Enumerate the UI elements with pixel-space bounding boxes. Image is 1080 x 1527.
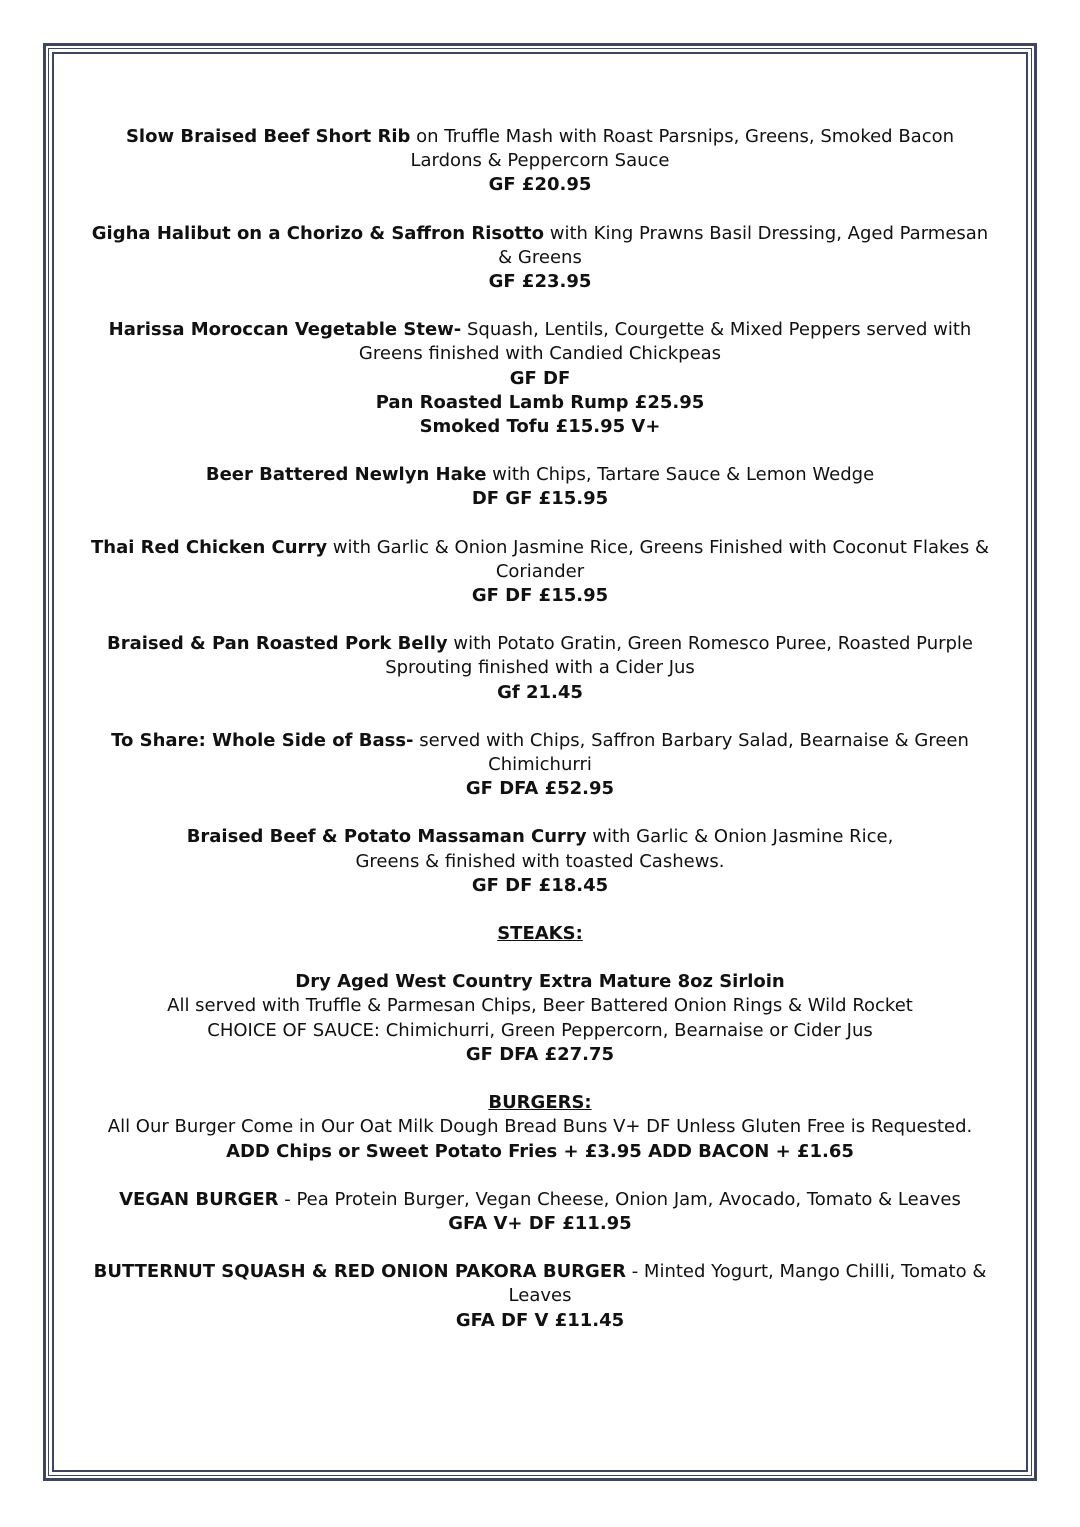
dish-description: on Truffle Mash with Roast Parsnips, Greens, Smoked Bacon Lardons & Peppercorn Sauce — [410, 126, 955, 172]
dish-price: GF DFA £52.95 — [465, 778, 615, 800]
menu-item — [90, 1188, 990, 1236]
dish-description: - Pea Protein Burger, Vegan Cheese, Onion Jam, Avocado, Tomato & Leaves — [278, 1188, 961, 1210]
dish-name: Slow Braised Beef Short Rib — [125, 126, 411, 147]
dish-description: with Potato Gratin, Green Romesco Puree, Roasted Purple Sprouting finished with a Cider Jus — [385, 633, 973, 679]
burger-intro — [90, 1115, 990, 1163]
dish-price: GF £20.95 — [488, 174, 592, 196]
menu-content — [90, 125, 990, 1333]
dish-name: To Share: Whole Side of Bass- — [111, 729, 414, 751]
dish-description: Greens & finished with toasted Cashews. — [355, 850, 725, 872]
dish-price: GF DF £18.45 — [471, 874, 609, 896]
menu-item — [90, 536, 990, 609]
section-heading-burgers: BURGERS: — [488, 1092, 592, 1114]
dish-description: with King Prawns Basil Dressing, Aged Parmesan & Greens — [498, 222, 989, 268]
dish-name: Harissa Moroccan Vegetable Stew- — [108, 319, 462, 341]
dish-option: Pan Roasted Lamb Rump £25.95 — [375, 391, 705, 413]
menu-item-text — [90, 536, 990, 584]
dish-description: Squash, Lentils, Courgette & Mixed Peppers served with Greens finished with Candied Chickpeas — [358, 319, 972, 365]
menu-item-text — [90, 222, 990, 270]
dish-description: with Garlic & Onion Jasmine Rice, — [586, 826, 894, 848]
menu-item — [90, 632, 990, 705]
menu-item — [90, 825, 990, 898]
dish-name: VEGAN BURGER — [119, 1188, 279, 1210]
menu-item — [90, 125, 990, 198]
dish-price: GFA DF V £11.45 — [455, 1309, 625, 1331]
dish-price: GF £23.95 — [488, 271, 592, 293]
menu-item — [90, 1260, 990, 1333]
menu-item-text — [90, 825, 990, 849]
dish-price: GF DF — [509, 367, 571, 389]
steak-item — [90, 970, 990, 1067]
menu-item — [90, 729, 990, 802]
dish-description: with Garlic & Onion Jasmine Rice, Greens Finished with Coconut Flakes & Coriander — [327, 536, 989, 582]
steak-description: All served with Truffle & Parmesan Chips, Beer Battered Onion Rings & Wild Rocket — [167, 995, 913, 1017]
dish-description: - Minted Yogurt, Mango Chilli, Tomato & Leaves — [508, 1261, 987, 1307]
menu-item-text — [90, 1260, 990, 1308]
dish-name: Beer Battered Newlyn Hake — [205, 464, 487, 486]
dish-name: Thai Red Chicken Curry — [91, 536, 328, 558]
dish-price: GFA V+ DF £11.95 — [448, 1212, 632, 1234]
menu-item — [90, 222, 990, 295]
dish-price: GF DFA £27.75 — [465, 1043, 615, 1065]
dish-price: Gf 21.45 — [497, 681, 583, 703]
menu-item-text — [90, 729, 990, 777]
dish-price: GF DF £15.95 — [471, 585, 609, 607]
dish-description: served with Chips, Saffron Barbary Salad, Bearnaise & Green Chimichurri — [413, 729, 969, 776]
menu-item-text — [90, 318, 990, 366]
dish-price: DF GF £15.95 — [471, 488, 609, 510]
menu-item-text — [90, 632, 990, 680]
burger-extras: ADD Chips or Sweet Potato Fries + £3.95 ADD BACON + £1.65 — [226, 1140, 854, 1162]
dish-name: Braised & Pan Roasted Pork Belly — [107, 633, 448, 655]
dish-name: Braised Beef & Potato Massaman Curry — [186, 826, 587, 848]
dish-name: Gigha Halibut on a Chorizo & Saffron Risotto — [91, 222, 545, 244]
dish-name: BUTTERNUT SQUASH & RED ONION PAKORA BURGER — [93, 1261, 626, 1283]
burger-intro-text: All Our Burger Come in Our Oat Milk Dough Bread Buns V+ DF Unless Gluten Free is Requested. — [107, 1116, 973, 1138]
menu-item-text — [90, 1188, 990, 1212]
section-heading-steaks: STEAKS: — [497, 923, 583, 945]
sauce-choice: CHOICE OF SAUCE: Chimichurri, Green Peppercorn, Bearnaise or Cider Jus — [207, 1019, 873, 1041]
menu-item-text — [90, 125, 990, 173]
menu-item — [90, 318, 990, 439]
dish-option: Smoked Tofu £15.95 V+ — [419, 416, 661, 438]
menu-item — [90, 463, 990, 511]
dish-description: with Chips, Tartare Sauce & Lemon Wedge — [486, 464, 875, 486]
menu-item-text — [90, 463, 990, 487]
dish-name: Dry Aged West Country Extra Mature 8oz Sirloin — [295, 971, 785, 993]
